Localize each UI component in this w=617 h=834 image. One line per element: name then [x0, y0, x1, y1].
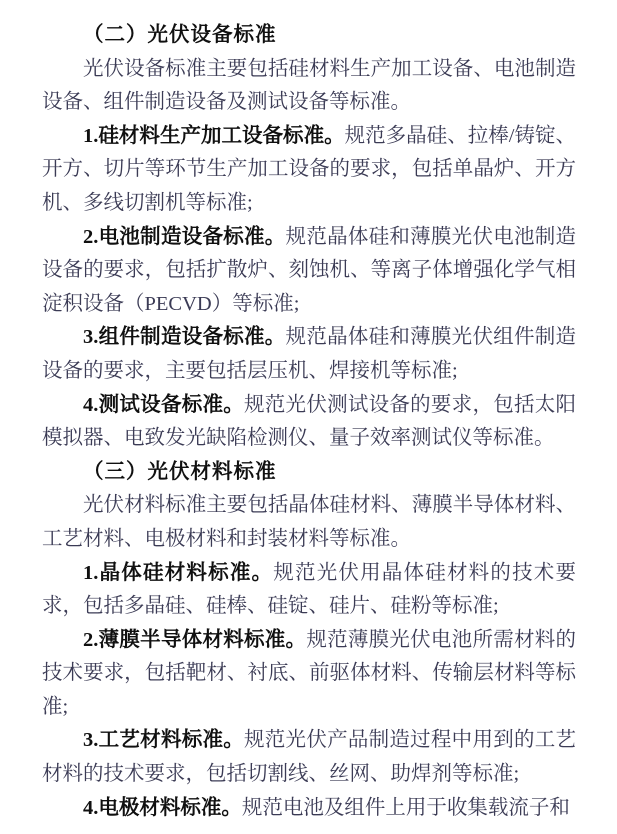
run-in-heading: 4.电极材料标准。	[83, 796, 242, 819]
paragraph-text: 规范光伏产品制造过程中用到的工艺材料的技术要求，包括切割线、丝网、助焊剂等标准;	[42, 729, 577, 786]
run-in-heading: 2.薄膜半导体材料标准。	[83, 628, 307, 651]
run-in-heading: 1.硅材料生产加工设备标准。	[83, 124, 345, 147]
paragraph-materials-intro	[42, 489, 576, 556]
paragraph-text: 规范晶体硅和薄膜光伏电池制造设备的要求，包括扩散炉、刻蚀机、等离子体增强化学气相淀积设备（PECVD）等标准;	[42, 225, 577, 315]
paragraph-test-equipment	[42, 389, 576, 456]
paragraph-electrode-materials	[42, 792, 576, 826]
paragraph-text: 规范光伏测试设备的要求，包括太阳模拟器、电致发光缺陷检测仪、量子效率测试仪等标准。	[42, 393, 577, 450]
paragraph-crystalline-silicon-materials	[42, 557, 576, 624]
run-in-heading: 3.工艺材料标准。	[83, 729, 245, 752]
section-heading-pv-materials: （三）光伏材料标准	[83, 460, 277, 483]
section-heading-pv-equipment: （二）光伏设备标准	[83, 24, 277, 46]
paragraph-thin-film-semiconductor-materials	[42, 624, 576, 725]
run-in-heading: 4.测试设备标准。	[83, 393, 245, 416]
run-in-heading: 3.组件制造设备标准。	[83, 326, 286, 349]
paragraph-text: 规范薄膜光伏电池所需材料的技术要求，包括靶材、衬底、前驱体材料、传输层材料等标准;	[42, 628, 577, 718]
run-in-heading: 1.晶体硅材料标准。	[83, 561, 274, 584]
paragraph-text: 光伏设备标准主要包括硅材料生产加工设备、电池制造设备、组件制造设备及测试设备等标准。	[42, 57, 576, 114]
paragraph-text: 光伏材料标准主要包括晶体硅材料、薄膜半导体材料、工艺材料、电极材料和封装材料等标准。	[42, 494, 576, 550]
paragraph-text: 规范晶体硅和薄膜光伏组件制造设备的要求，主要包括层压机、焊接机等标准;	[42, 326, 577, 382]
paragraph-text: 规范光伏用晶体硅材料的技术要求，包括多晶硅、硅棒、硅锭、硅片、硅粉等标准;	[42, 561, 577, 618]
paragraph-text: 规范电池及组件上用于收集载流子和	[241, 796, 570, 819]
paragraph-text: 规范多晶硅、拉棒/铸锭、开方、切片等环节生产加工设备的要求，包括单晶炉、开方机、多线切割机等标准;	[42, 124, 576, 214]
paragraph-cell-manufacturing-equipment	[42, 221, 576, 322]
paragraph-process-materials	[42, 724, 576, 791]
paragraph-silicon-processing-equipment	[42, 120, 576, 221]
paragraph-module-manufacturing-equipment	[42, 321, 576, 388]
run-in-heading: 2.电池制造设备标准。	[83, 225, 286, 248]
paragraph-equipment-intro	[42, 53, 576, 120]
